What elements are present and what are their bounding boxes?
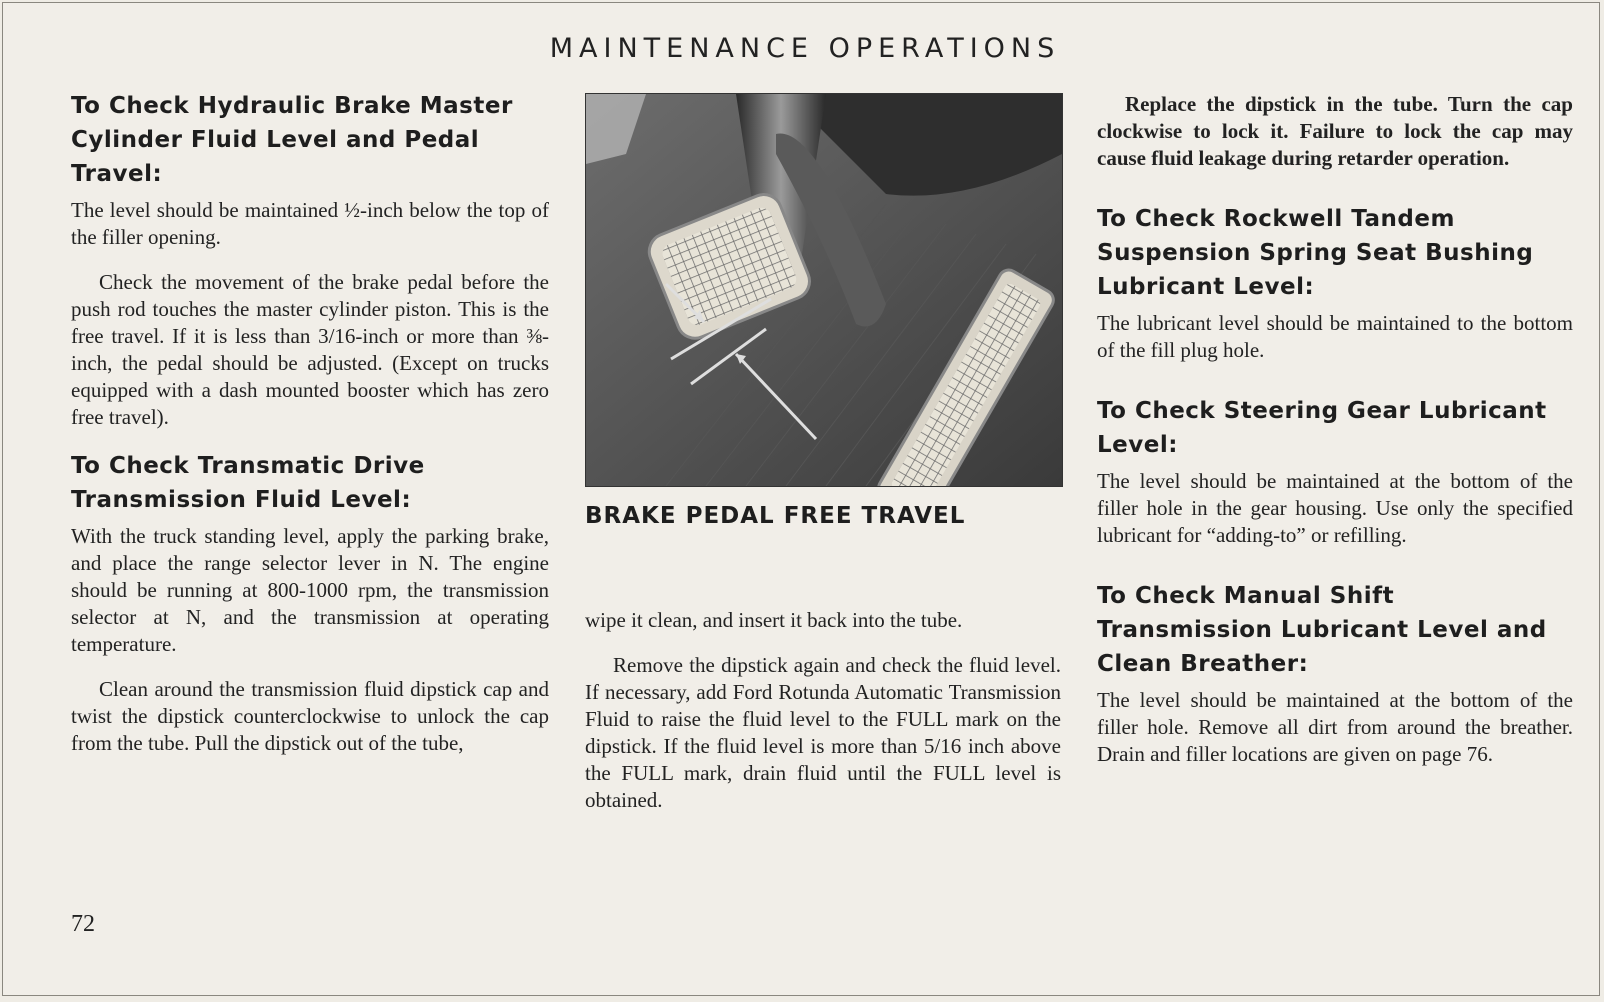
running-head: MAINTENANCE OPERATIONS [549, 33, 1061, 64]
page-number: 72 [71, 911, 95, 937]
paragraph-lubricant-level: The lubricant level should be maintained to the bottom of the fill plug hole. [1097, 311, 1573, 362]
heading-manual-shift: To Check Manual Shift Transmission Lubricant Level and Clean Breather: [1097, 583, 1547, 677]
manual-page [2, 2, 1600, 996]
paragraph-fluid-level: The level should be maintained ½-inch below the top of the filler opening. [71, 198, 549, 249]
middle-column [585, 93, 1061, 832]
paragraph-truck-standing: With the truck standing level, apply the parking brake, and place the range selector lever in N. The engine should be running at 800-1000 rpm, the transmission selector at N, and the transmission at operating temperature. [71, 524, 549, 656]
paragraph-remove-dipstick: Remove the dipstick again and check the fluid level. If necessary, add Ford Rotunda Automatic Transmission Fluid to raise the fluid level to the FULL mark on the dipstick. If the fluid level is more than 5/16 inch above the FULL mark, drain fluid until the FULL level is obtained. [585, 653, 1061, 812]
heading-brake-master-cylinder: To Check Hydraulic Brake Master Cylinder Fluid Level and Pedal Travel: [71, 93, 513, 187]
left-column [71, 89, 549, 775]
paragraph-pedal-travel: Check the movement of the brake pedal before the push rod touches the master cylinder piston. This is the free travel. If it is less than 3/16-inch or more than ⅜-inch, the pedal should be adjusted. (Except on trucks equipped with a dash mounted booster which has zero free travel). [71, 270, 549, 429]
right-column [1097, 91, 1573, 786]
heading-steering-gear: To Check Steering Gear Lubricant Level: [1097, 398, 1547, 458]
paragraph-replace-dipstick: Replace the dipstick in the tube. Turn the cap clockwise to lock it. Failure to lock the cap may cause fluid leakage during retarder operation. [1097, 92, 1573, 170]
paragraph-wipe-clean: wipe it clean, and insert it back into the tube. [585, 608, 963, 632]
photo-caption: BRAKE PEDAL FREE TRAVEL [585, 503, 966, 529]
paragraph-steering-level: The level should be maintained at the bottom of the filler hole in the gear housing. Use only the specified lubricant for “adding-to” or refilling. [1097, 469, 1573, 547]
heading-rockwell-tandem: To Check Rockwell Tandem Suspension Spring Seat Bushing Lubricant Level: [1097, 206, 1534, 300]
brake-pedal-photo [585, 93, 1063, 487]
heading-transmatic-drive: To Check Transmatic Drive Transmission Fluid Level: [71, 453, 425, 513]
brake-pedal-illustration [586, 94, 1062, 486]
paragraph-manual-shift-level: The level should be maintained at the bottom of the filler hole. Remove all dirt from around the breather. Drain and filler locations are given on page 76. [1097, 688, 1573, 766]
paragraph-clean-dipstick: Clean around the transmission fluid dipstick cap and twist the dipstick counterclockwise to unlock the cap from the tube. Pull the dipstick out of the tube, [71, 677, 549, 755]
